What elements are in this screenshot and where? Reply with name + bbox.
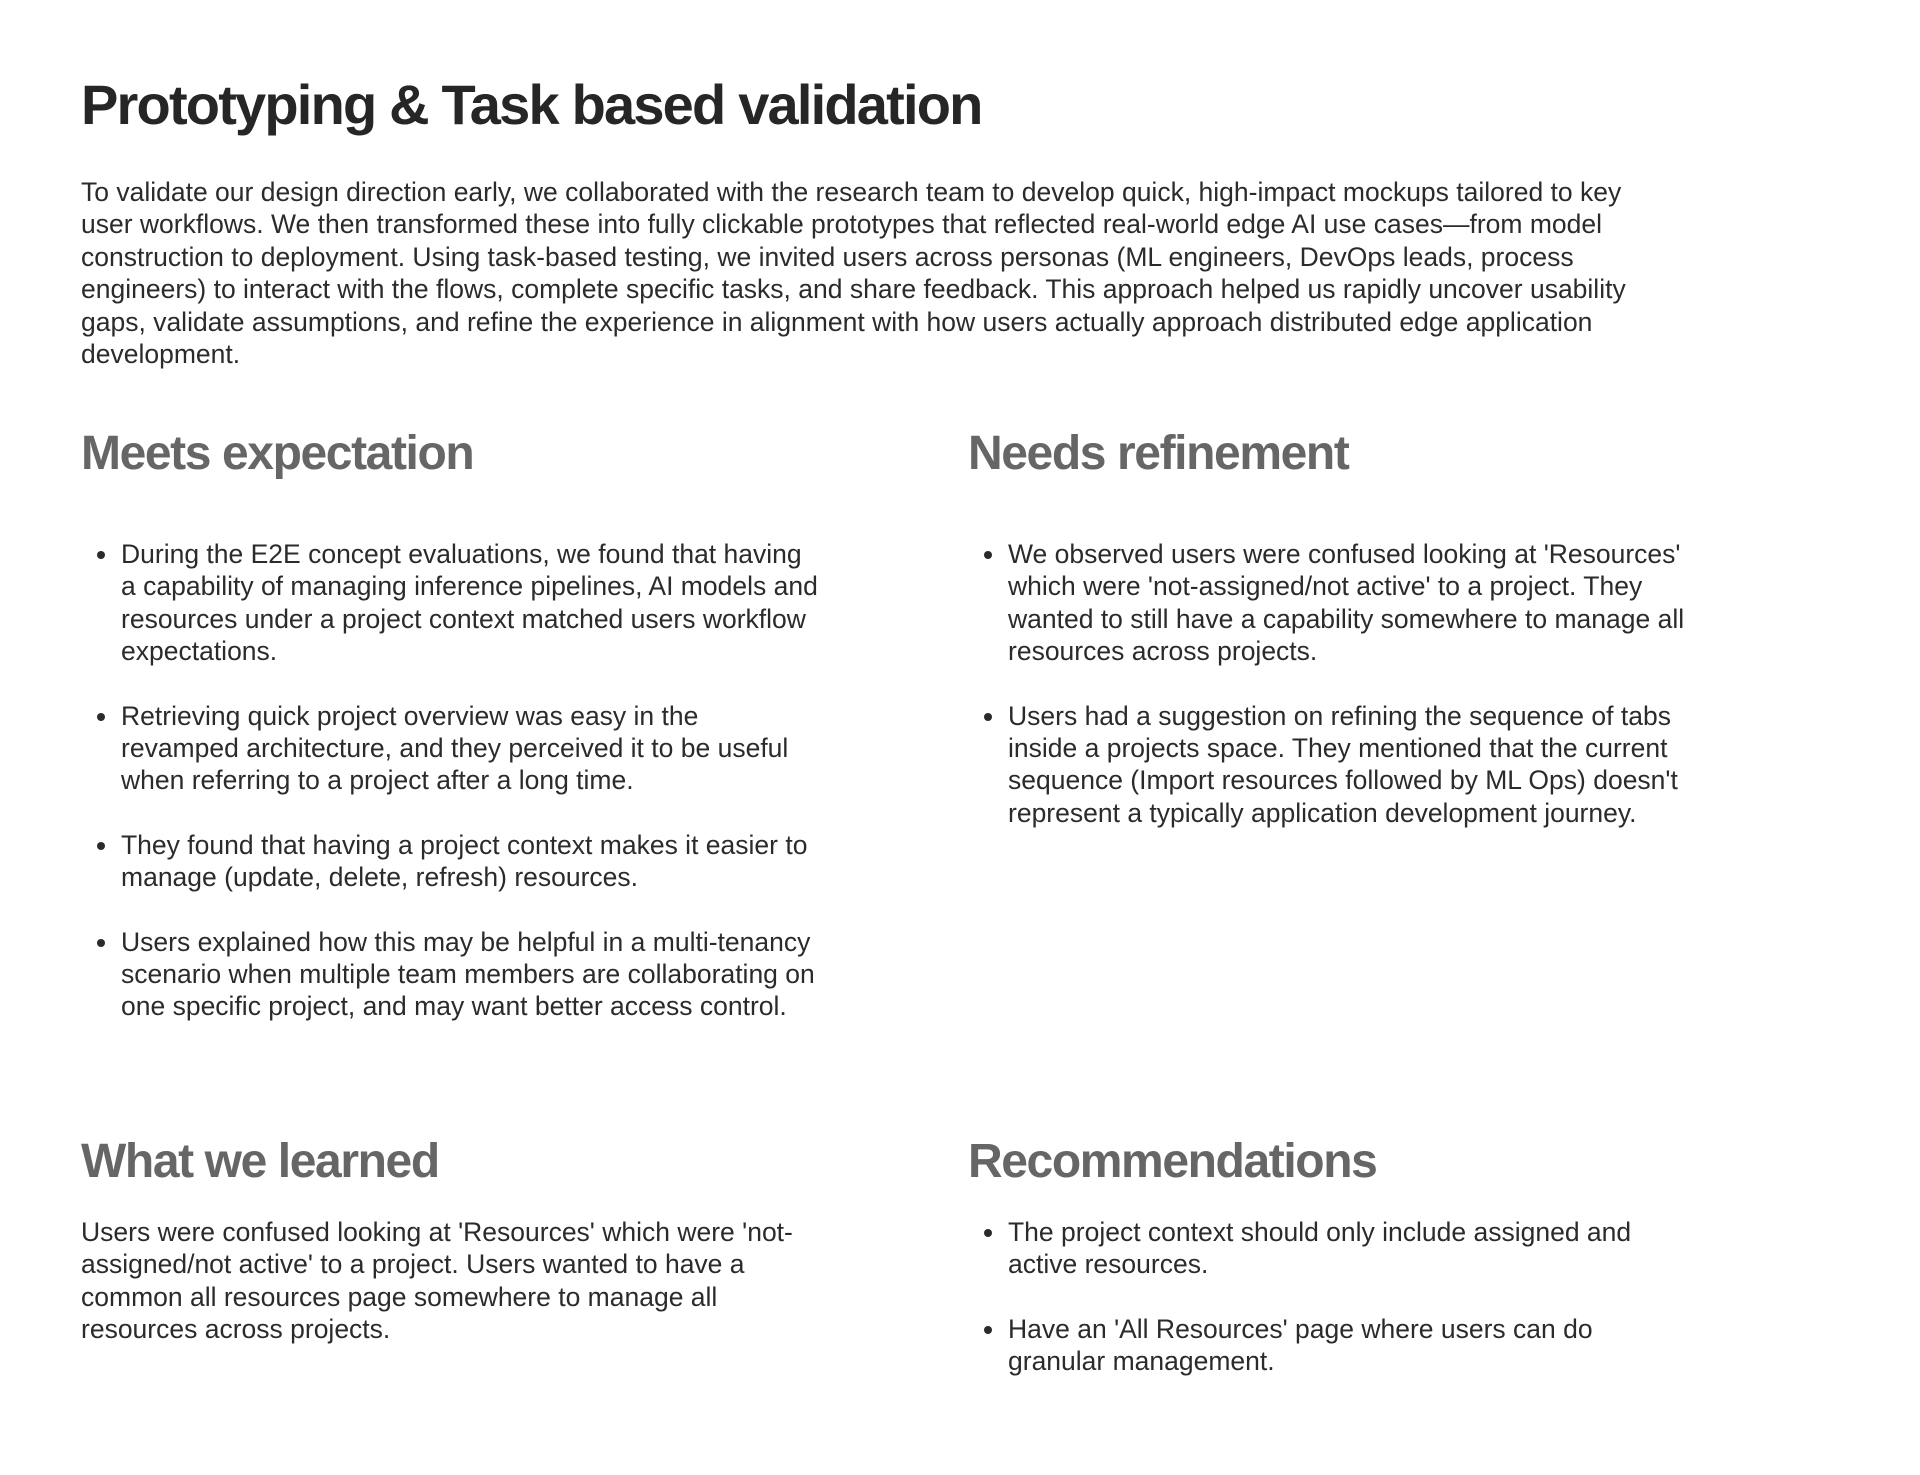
- list-item: The project context should only include assigned and active resources.: [968, 1216, 1688, 1281]
- list-item: They found that having a project context makes it easier to manage (update, delete, refresh) resources.: [81, 829, 821, 894]
- recommendations-heading: Recommendations: [968, 1135, 1377, 1188]
- intro-paragraph: To validate our design direction early, we collaborated with the research team to develop quick, high-impact mockups tailored to key user workflows. We then transformed these into fully clickable prototypes that reflected real-world edge AI use cases—from model construction to deployment. Using task-based testing, we invited users across personas (ML engineers, DevOps leads, process engineers) to interact with the flows, complete specific tasks, and share feedback. This approach helped us rapidly uncover usability gaps, validate assumptions, and refine the experience in alignment with how users actually approach distributed edge application development.: [81, 177, 1626, 370]
- list-item: Users explained how this may be helpful in a multi-tenancy scenario when multiple team members are collaborating on one specific project, and may want better access control.: [81, 926, 821, 1023]
- list-item: Users had a suggestion on refining the sequence of tabs inside a projects space. They mentioned that the current sequence (Import resources followed by ML Ops) doesn't represent a typically application development journey.: [968, 700, 1688, 830]
- what-we-learned-heading: What we learned: [81, 1135, 439, 1188]
- needs-refinement-heading: Needs refinement: [968, 427, 1349, 480]
- list-item: During the E2E concept evaluations, we found that having a capability of managing inference pipelines, AI models and resources under a project context matched users workflow expectations.: [81, 538, 821, 668]
- needs-refinement-list: [968, 538, 1688, 861]
- meets-expectation-heading: Meets expectation: [81, 427, 474, 480]
- list-item: We observed users were confused looking at 'Resources' which were 'not-assigned/not active' to a project. They wanted to still have a capability somewhere to manage all resources across projects.: [968, 538, 1688, 668]
- meets-expectation-list: [81, 538, 821, 1055]
- list-item: Retrieving quick project overview was easy in the revamped architecture, and they perceived it to be useful when referring to a project after a long time.: [81, 700, 821, 797]
- what-we-learned-paragraph: Users were confused looking at 'Resources' which were 'not-assigned/not active' to a project. Users wanted to have a common all resources page somewhere to manage all resources across projects.: [81, 1217, 793, 1345]
- list-item: Have an 'All Resources' page where users can do granular management.: [968, 1313, 1688, 1378]
- page-title: Prototyping & Task based validation: [81, 73, 982, 136]
- recommendations-list: [968, 1216, 1688, 1410]
